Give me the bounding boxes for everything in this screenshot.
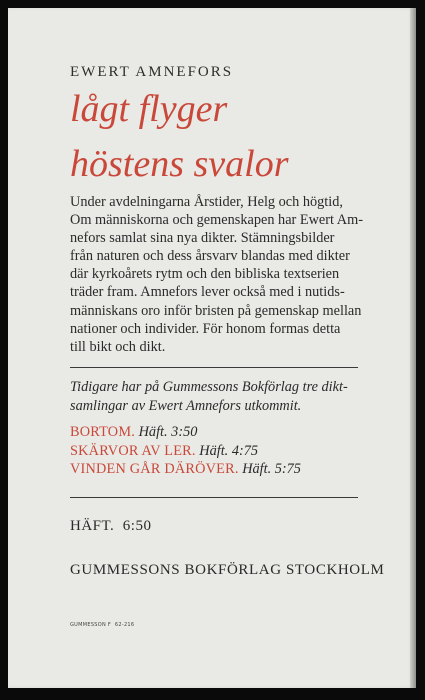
book-back-cover	[8, 8, 414, 688]
description-line: Om människorna och gemenskapen har Ewert Am-	[70, 212, 364, 229]
previous-books-list	[70, 423, 301, 479]
description-line: träder fram. Amnefors lever också med i nutids-	[70, 284, 345, 301]
intro-line: samlingar av Ewert Amnefors utkommit.	[70, 397, 302, 414]
description-line: människans oro inför bristen på gemenskap mellan	[70, 302, 362, 319]
page-edge	[410, 8, 416, 688]
list-item	[70, 460, 301, 479]
description-line: nefors samlat sina nya dikter. Stämningsbilder	[70, 230, 335, 247]
divider-bottom	[70, 497, 358, 498]
price-label: HÄFT. 6:50	[70, 518, 152, 534]
previous-book-title: BORTOM.	[70, 424, 136, 440]
intro-line: Tidigare har på Gummessons Bokförlag tre dikt-	[70, 379, 348, 395]
list-item	[70, 423, 301, 442]
previous-book-price: Häft. 4:75	[199, 442, 259, 459]
previous-book-price: Häft. 5:75	[242, 461, 301, 477]
description-line: Under avdelningarna Årstider, Helg och högtid,	[70, 194, 343, 210]
publisher-name: GUMMESSONS BOKFÖRLAG STOCKHOLM	[70, 562, 385, 578]
description-line: där kyrkoårets rytm och den bibliska textserien	[70, 266, 340, 283]
description-line: från naturen och dess årsvarv blandas med dikter	[70, 248, 350, 265]
divider-top	[70, 367, 358, 368]
print-code: GUMMESSON F 62-216	[70, 622, 135, 628]
list-item	[70, 442, 301, 461]
previous-book-title: SKÄRVOR AV LER.	[70, 442, 196, 459]
description-line: nationer och individer. För honom formas detta	[70, 320, 341, 337]
description-line: till bikt och dikt.	[70, 338, 166, 355]
book-description	[70, 193, 368, 356]
previous-book-title: VINDEN GÅR DÄRÖVER.	[70, 461, 239, 477]
author-name: EWERT AMNEFORS	[70, 64, 234, 80]
book-title-line-1: lågt flyger	[70, 88, 228, 130]
previous-works-intro	[70, 378, 348, 415]
book-title-line-2: höstens svalor	[70, 143, 289, 185]
previous-book-price: Häft. 3:50	[138, 424, 198, 440]
